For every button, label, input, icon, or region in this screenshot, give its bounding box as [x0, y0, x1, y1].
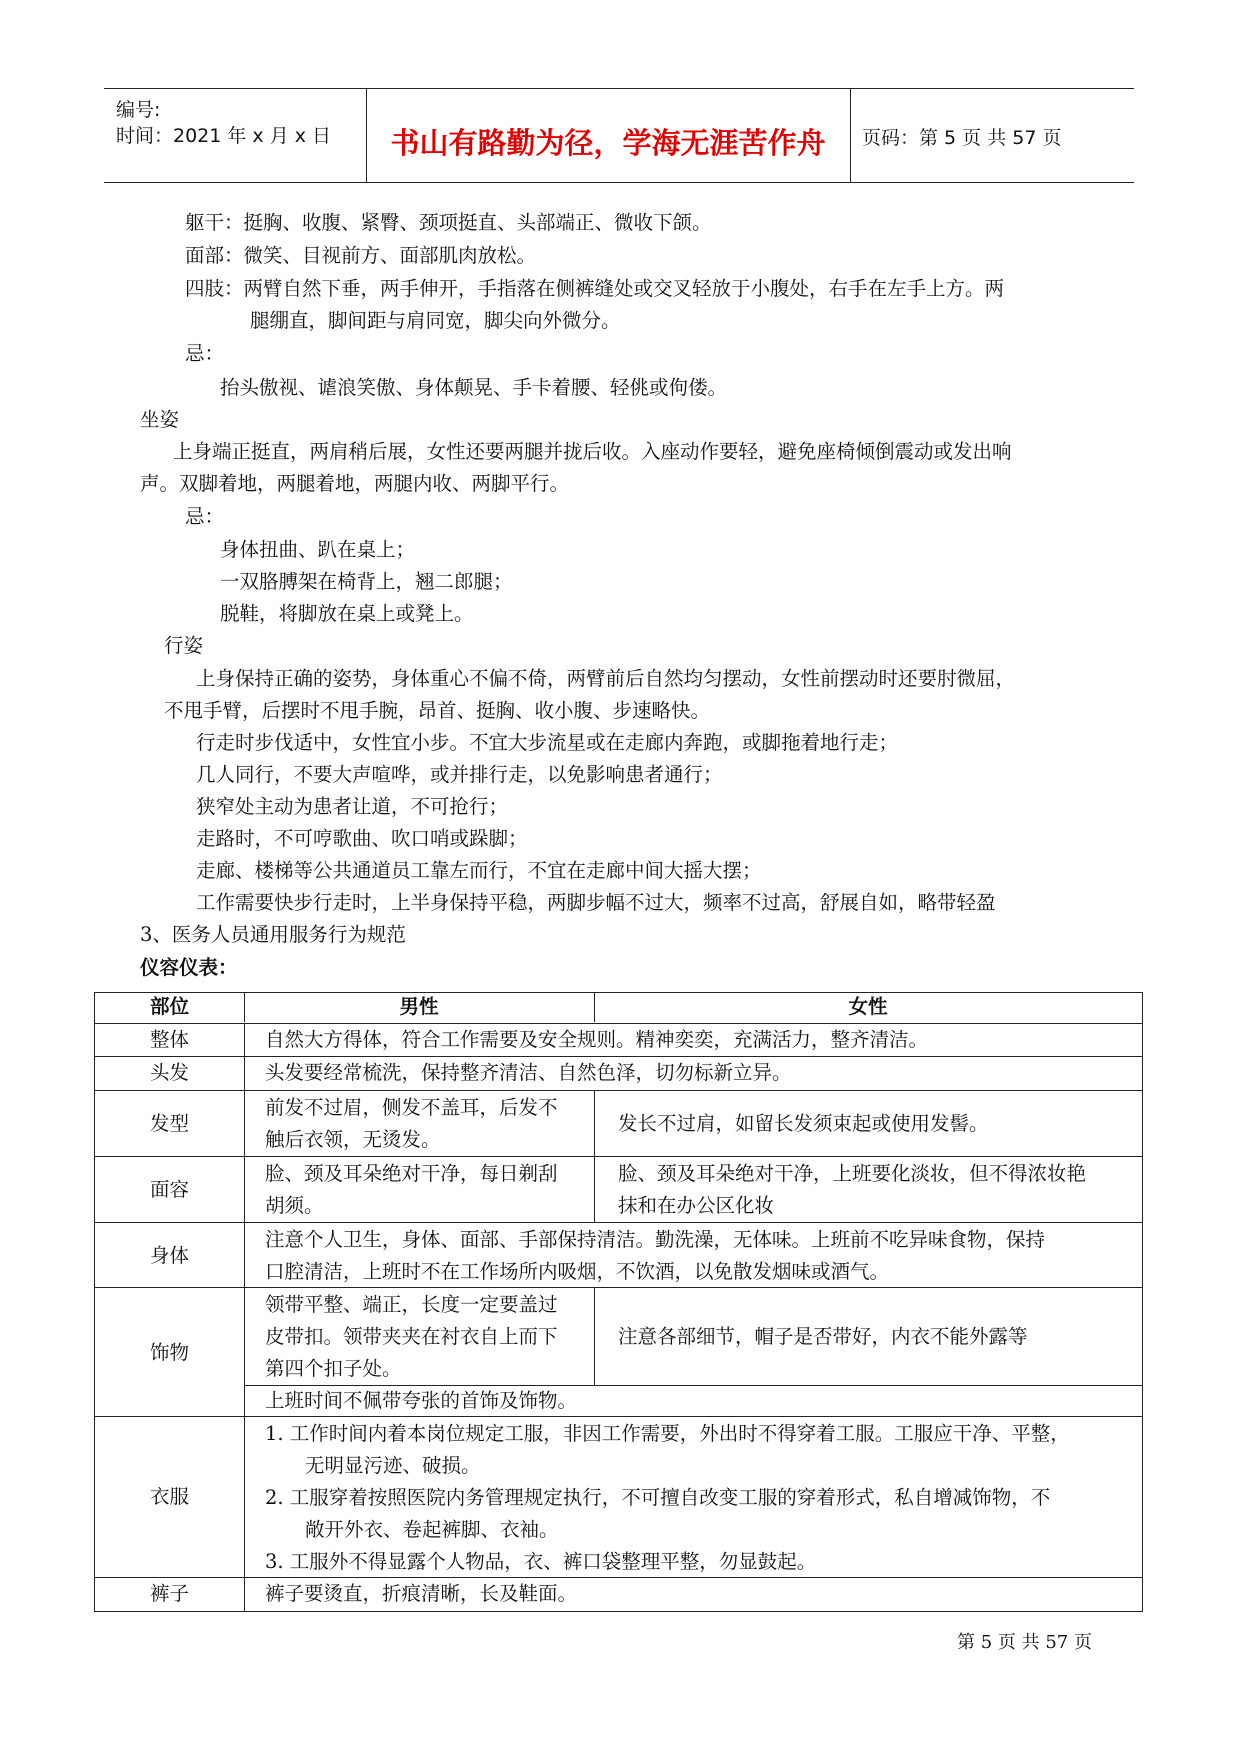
- page-header: [104, 88, 1134, 183]
- text-line: 脱鞋，将脚放在桌上或凳上。: [220, 602, 474, 625]
- text-line: 身体扭曲、趴在桌上；: [220, 538, 416, 561]
- row-label: 身体: [149, 1244, 189, 1267]
- text-line: 四肢：两臂自然下垂，两手伸开，手指落在侧裤缝处或交叉轻放于小腹处，右手在左手上方。两: [185, 277, 1005, 300]
- document-time: 时间：2021 年 x 月 x 日: [116, 125, 332, 147]
- table-row: [95, 1090, 1142, 1157]
- row-content: 自然大方得体，符合工作需要及安全规则。精神奕奕，充满活力，整齐清洁。: [265, 1028, 929, 1051]
- text-line: 狭窄处主动为患者让道，不可抢行；: [196, 795, 509, 818]
- list-item: 3. 工服外不得显露个人物品，衣、裤口袋整理平整，勿显鼓起。: [265, 1550, 817, 1573]
- row-label: 整体: [149, 1028, 189, 1051]
- text-line: 行走时步伐适中，女性宜小步。不宜大步流星或在走廊内奔跑，或脚拖着地行走；: [196, 731, 899, 754]
- text-line: 上身端正挺直，两肩稍后展，女性还要两腿并拢后收。入座动作要轻，避免座椅倾倒震动或发出响: [173, 440, 1012, 463]
- text-line: 忌：: [185, 342, 225, 365]
- row-content: 上班时间不佩带夸张的首饰及饰物。: [265, 1389, 578, 1412]
- header-page-info: 页码：第 5 页 共 57 页: [862, 127, 1062, 149]
- list-item-cont: 敞开外衣、卷起裤脚、衣袖。: [305, 1518, 559, 1541]
- table-row: [95, 1287, 1142, 1417]
- row-content: 裤子要烫直，折痕清晰，长及鞋面。: [265, 1582, 578, 1605]
- header-motto: 书山有路勤为径，学海无涯苦作舟: [390, 126, 826, 160]
- row-female: 抹和在办公区化妆: [618, 1194, 775, 1217]
- list-item: 1. 工作时间内着本岗位规定工服，非因工作需要，外出时不得穿着工服。工服应干净、平整，: [265, 1422, 1070, 1445]
- table-row: [95, 1156, 1142, 1223]
- text-line: 几人同行，不要大声喧哗，或并排行走，以免影响患者通行；: [196, 763, 723, 786]
- header-cell-male: 男性: [399, 995, 439, 1018]
- table-row: [95, 1056, 1142, 1091]
- text-line: 忌：: [185, 505, 225, 528]
- row-male: 领带平整、端正，长度一定要盖过: [265, 1293, 558, 1316]
- subsection-heading: 仪容仪表：: [140, 956, 238, 979]
- grooming-table: [94, 992, 1143, 1612]
- text-line: 面部：微笑、目视前方、面部肌肉放松。: [185, 244, 537, 267]
- table-header-row: [95, 992, 1142, 1022]
- row-content: 头发要经常梳洗，保持整齐清洁、自然色泽，切勿标新立异。: [265, 1061, 792, 1084]
- row-male: 触后衣领，无烫发。: [265, 1128, 441, 1151]
- text-line: 抬头傲视、谑浪笑傲、身体颠晃、手卡着腰、轻佻或佝偻。: [220, 376, 728, 399]
- row-male: 脸、颈及耳朵绝对干净，每日剃刮: [265, 1162, 558, 1185]
- document-number-label: 编号:: [116, 99, 161, 121]
- text-line: 上身保持正确的姿势，身体重心不偏不倚，两臂前后自然均匀摆动，女性前摆动时还要肘微屈，: [196, 667, 1016, 690]
- list-item: 2. 工服穿着按照医院内务管理规定执行，不可擅自改变工服的穿着形式，私自增减饰物，不: [265, 1486, 1051, 1509]
- row-male: 胡须。: [265, 1194, 324, 1217]
- row-male: 皮带扣。领带夹夹在衬衣自上而下: [265, 1325, 558, 1348]
- row-content: 注意个人卫生，身体、面部、手部保持清洁。勤洗澡，无体味。上班前不吃异味食物，保持: [265, 1228, 1046, 1251]
- section-heading: 行姿: [164, 634, 204, 657]
- text-line: 走廊、楼梯等公共通道员工靠左而行，不宜在走廊中间大摇大摆；: [196, 859, 762, 882]
- text-line: 不甩手臂，后摆时不甩手腕，昂首、挺胸、收小腹、步速略快。: [164, 699, 711, 722]
- row-label: 饰物: [149, 1341, 189, 1364]
- text-line: 工作需要快步行走时，上半身保持平稳，两脚步幅不过大，频率不过高，舒展自如，略带轻盈: [196, 891, 996, 914]
- header-cell-female: 女性: [848, 995, 888, 1018]
- table-row: [95, 1222, 1142, 1288]
- text-line: 躯干：挺胸、收腹、紧臀、颈项挺直、头部端正、微收下颌。: [185, 211, 712, 234]
- table-row: [95, 1023, 1142, 1057]
- row-content: 口腔清洁，上班时不在工作场所内吸烟，不饮酒，以免散发烟味或酒气。: [265, 1260, 890, 1283]
- text-line: 腿绷直，脚间距与肩同宽，脚尖向外微分。: [250, 309, 621, 332]
- row-label: 衣服: [149, 1485, 189, 1508]
- row-label: 发型: [149, 1112, 189, 1135]
- text-line: 一双胳膊架在椅背上，翘二郎腿；: [220, 570, 513, 593]
- row-female: 发长不过肩，如留长发须束起或使用发髻。: [618, 1112, 989, 1135]
- header-center-cell: [366, 89, 851, 182]
- section-heading: 3、医务人员通用服务行为规范: [140, 923, 406, 946]
- row-label: 裤子: [149, 1582, 189, 1605]
- text-line: 走路时，不可哼歌曲、吹口哨或跺脚；: [196, 827, 528, 850]
- row-female: 脸、颈及耳朵绝对干净，上班要化淡妆，但不得浓妆艳: [618, 1162, 1087, 1185]
- row-male: 第四个扣子处。: [265, 1357, 402, 1380]
- table-row: [95, 1577, 1142, 1611]
- row-male: 前发不过眉，侧发不盖耳，后发不: [265, 1096, 558, 1119]
- row-female: 注意各部细节，帽子是否带好，内衣不能外露等: [618, 1325, 1028, 1348]
- list-item-cont: 无明显污迹、破损。: [305, 1454, 481, 1477]
- section-heading: 坐姿: [140, 408, 180, 431]
- text-line: 声。双脚着地，两腿着地，两腿内收、两脚平行。: [140, 472, 570, 495]
- header-cell-part: 部位: [149, 995, 189, 1018]
- header-left-cell: [104, 89, 367, 182]
- table-row: [95, 1416, 1142, 1578]
- page-footer: 第 5 页 共 57 页: [957, 1632, 1092, 1653]
- header-right-cell: [850, 89, 1134, 182]
- row-label: 头发: [149, 1061, 189, 1084]
- row-label: 面容: [149, 1178, 189, 1201]
